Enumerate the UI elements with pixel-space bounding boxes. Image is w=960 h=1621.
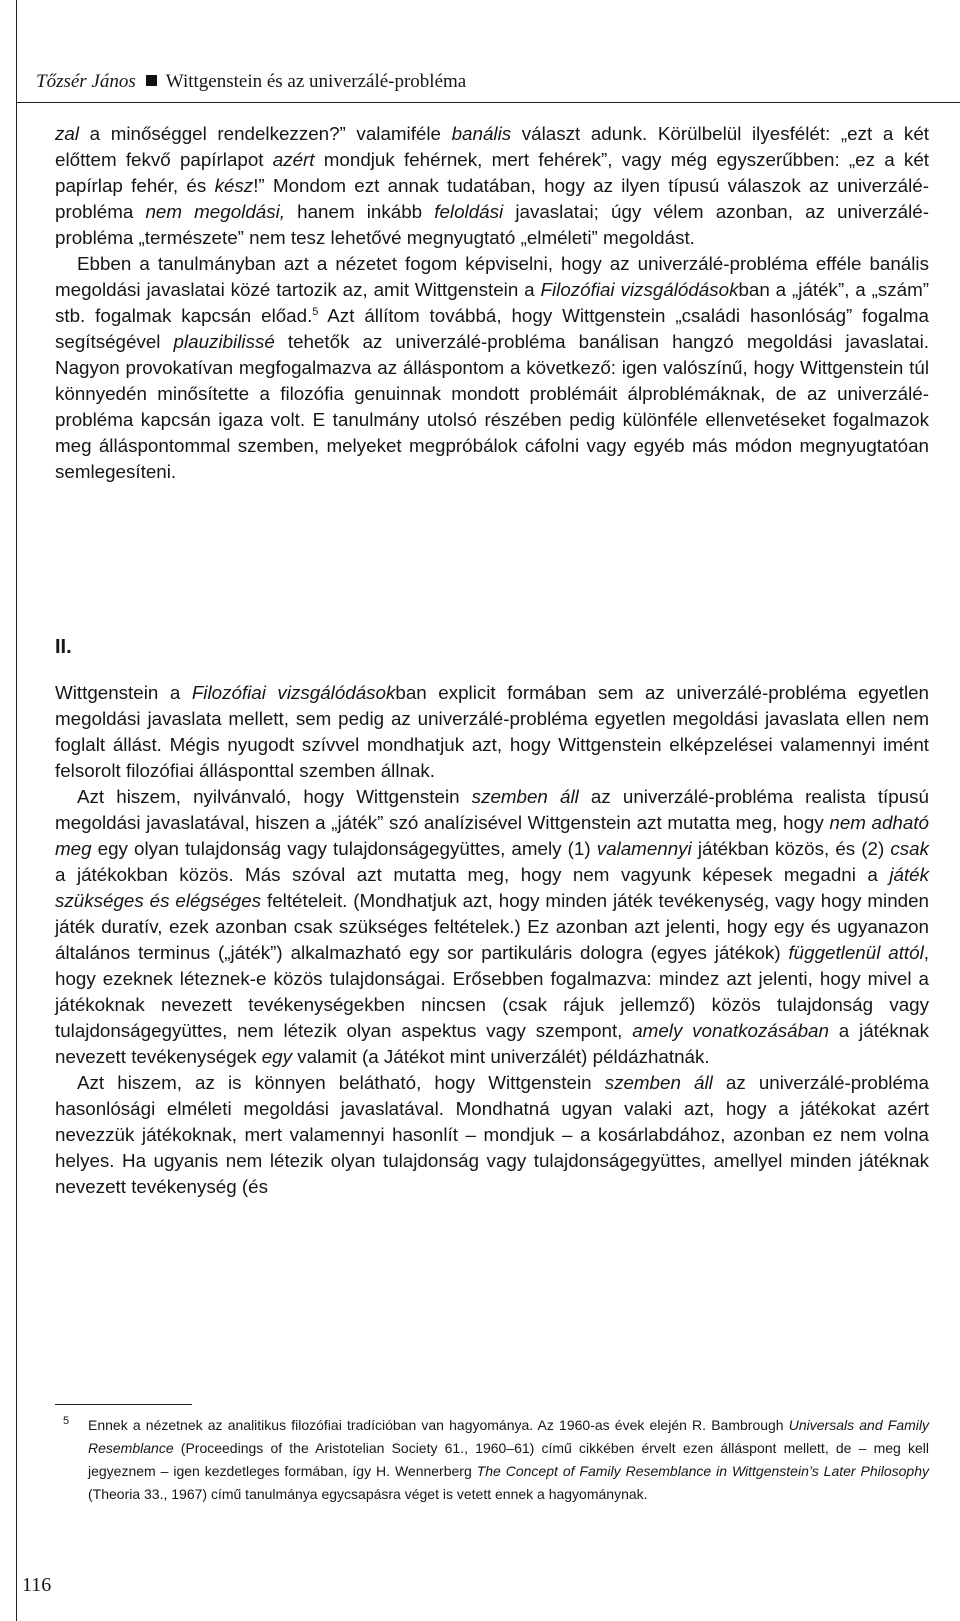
paragraph: [55, 121, 929, 251]
italic-text: nem megoldási,: [145, 201, 285, 222]
text-run: Azt hiszem, az is könnyen belátható, hogy Wittgenstein: [77, 1072, 605, 1093]
italic-text: szemben áll: [604, 1072, 713, 1093]
footnote-text: [88, 1414, 929, 1506]
running-header: [16, 72, 960, 103]
text-run: hanem inkább: [285, 201, 435, 222]
footnote-marker: 5: [63, 1415, 70, 1427]
italic-text: Filozófiai vizsgálódások: [540, 279, 739, 300]
italic-text: kész: [214, 175, 254, 196]
italic-text: Universals and Family Resemblance: [88, 1417, 929, 1456]
paragraph: [55, 784, 929, 1070]
text-run: választ adunk. Körülbelül ilyesfélét: „ezt a két előttem fekvő papírlapot: [55, 123, 929, 170]
text-run: Azt hiszem, nyilvánvaló, hogy Wittgenstein: [77, 786, 472, 807]
body-text-before-section: [55, 121, 929, 485]
text-run: javaslatai; úgy vélem azonban, az univerzálé-probléma „természete” nem tesz lehetővé megnyugtató „elméleti” megoldást.: [55, 201, 929, 248]
text-run: egy olyan tulajdonság vagy tulajdonságegyüttes, amely (1): [91, 838, 597, 859]
text-run: , hogy ezeknek léteznek-e közös tulajdonságai. Erősebben fogalmazva: mindez azt jelenti, hogy mivel a játékoknak nevezett tevékenységekben nincsen (csak rájuk jellemző) közös tulajdonság vagy tulajdonságegyüttes, nem létezik olyan aspektus vagy szempont,: [55, 942, 929, 1041]
page-number: 116: [22, 1574, 52, 1596]
italic-text: amely vonatkozásában: [632, 1020, 829, 1041]
paragraph: [55, 1070, 929, 1200]
italic-text: azért: [272, 149, 315, 170]
text-run: ban explicit formában sem az univerzálé-probléma egyetlen megoldási javaslata mellett, sem pedig az univerzálé-probléma egyetlen megoldási javaslata ellen nem foglalt állást. Mégis nyugodt szívvel mondhatjuk azt, hogy Wittgenstein elképzelései valamennyi imént felsorolt filozófiai állásponttal szemben állnak.: [55, 682, 930, 781]
section-heading: II.: [55, 636, 72, 658]
text-run: (Theoria 33., 1967) című tanulmánya egycsapásra véget is vetett ennek a hagyománynak.: [88, 1486, 648, 1502]
text-run: valamit (a Játékot mint univerzálét) példázhatnák.: [292, 1046, 710, 1067]
text-run: ban a „játék”, a „szám” stb. fogalmak kapcsán előad.: [55, 279, 929, 326]
paragraph: [55, 251, 929, 485]
italic-text: egy: [261, 1046, 293, 1067]
italic-text: Filozófiai vizsgálódások: [191, 682, 396, 703]
body-text-section-two: [55, 680, 929, 1200]
text-run: mondjuk fehérnek, mert fehérek”, vagy még egyszerűbben: „ez a két papírlap fehér, és: [55, 149, 929, 196]
italic-text: banális: [451, 123, 512, 144]
italic-text: feloldási: [434, 201, 504, 222]
italic-text: játék szükséges és elégséges: [55, 864, 929, 911]
footnote-separator: [55, 1404, 192, 1405]
text-run: a minőséggel rendelkezzen?” valamiféle: [79, 123, 452, 144]
text-run: Ennek a nézetnek az analitikus filozófiai tradícióban van hagyománya. Az 1960-as évek elején R. Bambrough: [88, 1417, 789, 1433]
footnote: [63, 1414, 929, 1506]
text-run: az univerzálé-probléma realista típusú megoldási javaslatával, hiszen a „játék” szó analízisével Wittgenstein azt mutatta meg, hogy: [55, 786, 929, 833]
running-header-text: [36, 72, 466, 92]
italic-text: The Concept of Family Resemblance in Wittgenstein’s Later Philosophy: [476, 1463, 929, 1479]
text-run: (Proceedings of the Aristotelian Society 61., 1960–61) című cikkében érvelt ezen álláspont mellett, de – meg kell jegyeznem – igen kezdetleges formában, így H. Wennerberg: [88, 1440, 929, 1479]
header-title: Wittgenstein és az univerzálé-probléma: [165, 71, 467, 92]
italic-text: szemben áll: [471, 786, 579, 807]
left-margin-rule: [16, 0, 17, 1621]
italic-text: valamennyi: [596, 838, 692, 859]
text-run: feltételeit. (Mondhatjuk azt, hogy minden játék tevékenység, vagy hogy minden játék duratív, ezek azonban csak szükséges feltételek.) Ez azonban azt jelenti, hogy egy és ugyanazon általános terminus („játék”) alkalmazható egy sor partikuláris dologra (egyes játékok): [55, 890, 930, 963]
italic-text: zal: [55, 123, 80, 144]
header-author: Tőzsér János: [36, 71, 136, 92]
text-run: Wittgenstein a: [55, 682, 192, 703]
italic-text: csak: [890, 838, 929, 859]
footnote-reference: 5: [312, 306, 319, 318]
text-run: a játékokban közös. Más szóval azt mutatta meg, hogy nem vagyunk képesek megadni a: [55, 864, 890, 885]
text-run: Ebben a tanulmányban azt a nézetet fogom képviselni, hogy az univerzálé-probléma efféle banális megoldási javaslatai közé tartozik az, amit Wittgenstein a: [55, 253, 929, 300]
text-run: !” Mondom ezt annak tudatában, hogy az ilyen típusú válaszok az univerzálé-probléma: [55, 175, 929, 222]
text-run: játékban közös, és (2): [691, 838, 891, 859]
paragraph: [55, 680, 929, 784]
text-run: tehetők az univerzálé-probléma banálisan hangzó megoldási javaslatai. Nagyon provokatívan megfogalmazva az álláspontom a következő: igen valószínű, hogy Wittgenstein túl könnyedén minősítette a filozófia genuinnak mondott problémáit álproblémáknak, de az univerzálé-probléma kapcsán igaza volt. E tanulmány utolsó részében pedig különféle ellenvetéseket fogalmazok meg álláspontommal szemben, melyeket megpróbálok cáfolni vagy egyéb más módon megnyugtatóan semlegesíteni.: [55, 331, 930, 482]
text-run: az univerzálé-probléma hasonlósági elméleti megoldási javaslatával. Mondhatná ugyan valaki azt, hogy a játékokat azért nevezzük játékoknak, mert valamennyi hasonlít – mondjuk – a kosárlabdához, azonban ez nem volna helyes. Ha ugyanis nem létezik olyan tulajdonság vagy tulajdonságegyüttes, amellyel minden játéknak nevezett tevékenység (és: [55, 1072, 930, 1197]
italic-text: nem adható meg: [55, 812, 929, 859]
square-bullet-icon: [146, 75, 157, 86]
italic-text: függetlenül attól: [788, 942, 924, 963]
text-run: a játéknak nevezett tevékenységek: [55, 1020, 930, 1067]
italic-text: plauzibilissé: [173, 331, 275, 352]
text-run: Azt állítom továbbá, hogy Wittgenstein „családi hasonlóság” fogalma segítségével: [55, 305, 929, 352]
